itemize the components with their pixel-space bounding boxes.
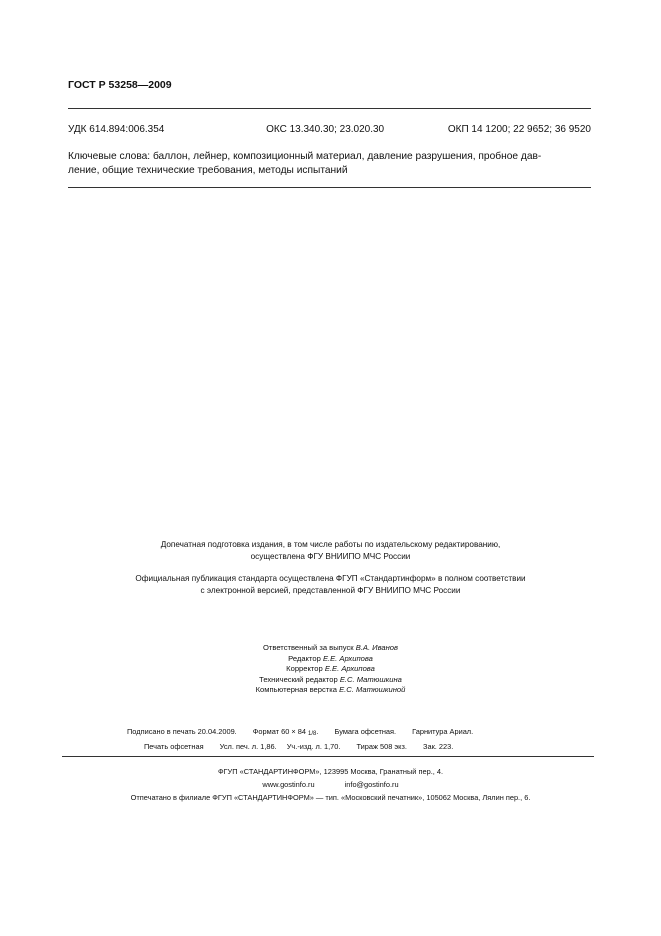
divider-imprint <box>62 756 594 757</box>
staff-layout: Компьютерная верстка Е.С. Матюшкиной <box>255 685 406 694</box>
keywords <box>68 150 591 178</box>
staff-tech-editor: Технический редактор Е.С. Матюшкина <box>259 674 402 684</box>
staff-corrector: Корректор Е.Е. Архипова <box>286 664 375 673</box>
official-line-1: Официальная публикация стандарта осуществлена ФГУП «Стандартинформ» в полном соответствии <box>135 574 526 583</box>
prepress-line-1: Допечатная подготовка издания, в том числе работы по издательскому редактированию, <box>160 540 501 549</box>
prepress-note <box>0 539 661 563</box>
staff-editor: Редактор Е.Е. Архипова <box>288 653 373 663</box>
imprint-uch: Уч.-изд. л. 1,70. <box>286 742 341 751</box>
imprint-print: Печать офсетная <box>144 742 204 751</box>
classification-codes <box>68 124 591 135</box>
keywords-line-1: Ключевые слова: баллон, лейнер, композиционный материал, давление разрушения, пробное дав- <box>68 151 542 162</box>
official-line-2: с электронной версией, представленной ФГУ ВНИИПО МЧС России <box>200 586 461 595</box>
publisher-contacts <box>0 779 661 791</box>
okp-code: ОКП 14 1200; 22 9652; 36 9520 <box>447 124 591 135</box>
imprint-tirazh: Тираж 508 экз. <box>356 742 407 751</box>
official-publication-note <box>0 573 661 597</box>
imprint-format: Формат 60 × 84 1/8. <box>252 727 319 737</box>
oks-code: ОКС 13.340.30; 23.020.30 <box>266 124 385 135</box>
publisher-email-link[interactable]: info@gostinfo.ru <box>344 780 399 789</box>
imprint-line-1 <box>127 727 473 737</box>
publisher-web-link[interactable]: www.gostinfo.ru <box>262 780 315 789</box>
staff-credits <box>0 643 661 696</box>
imprint-signed: Подписано в печать 20.04.2009. <box>127 727 237 736</box>
imprint-zak: Зак. 223. <box>423 742 454 751</box>
imprint-line-2 <box>144 742 453 751</box>
imprint-paper: Бумага офсетная. <box>334 727 397 736</box>
keywords-line-2: ление, общие технические требования, методы испытаний <box>68 165 348 176</box>
udk-code: УДК 614.894:006.354 <box>68 124 165 135</box>
imprint-usl: Усл. печ. л. 1,86. <box>219 742 277 751</box>
imprint-typeface: Гарнитура Ариал. <box>412 727 474 736</box>
publisher-address: ФГУП «СТАНДАРТИНФОРМ», 123995 Москва, Гранатный пер., 4. <box>217 767 444 776</box>
divider-top <box>68 108 591 109</box>
printed-at: Отпечатано в филиале ФГУП «СТАНДАРТИНФОРМ» — тип. «Московский печатник», 105062 Москва, Лялин пер., 6. <box>130 793 531 802</box>
standard-code: ГОСТ Р 53258—2009 <box>68 79 172 91</box>
prepress-line-2: осуществлена ФГУ ВНИИПО МЧС России <box>250 552 411 561</box>
divider-keywords <box>68 187 591 188</box>
staff-responsible: Ответственный за выпуск В.А. Иванов <box>263 643 398 652</box>
